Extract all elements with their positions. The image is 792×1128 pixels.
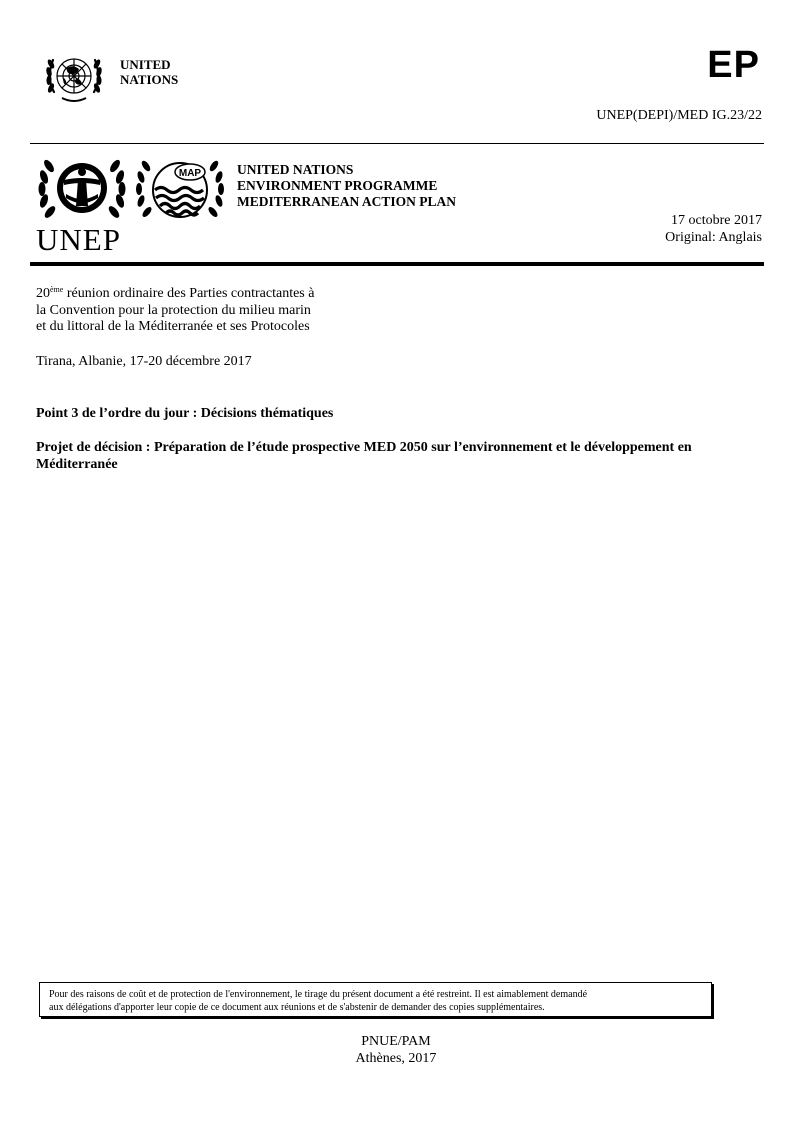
ordinal-suffix: ème	[50, 285, 64, 294]
notice-line1: Pour des raisons de coût et de protection de l'environnement, le tirage du présent document a été restreint. Il est aimablement demandé	[49, 989, 588, 1000]
unep-emblem-icon	[34, 150, 130, 230]
un-emblem-icon	[40, 48, 108, 106]
map-emblem-icon	[132, 152, 228, 230]
meeting-line2: la Convention pour la protection du milieu marin	[36, 302, 311, 318]
meeting-description	[36, 286, 314, 336]
organization-line1: UNITED NATIONS	[237, 162, 354, 177]
thick-divider	[30, 262, 764, 266]
unep-wordmark: UNEP	[36, 222, 121, 257]
un-name-line2: NATIONS	[120, 72, 179, 87]
unep-logo	[34, 150, 130, 256]
printing-notice	[39, 982, 712, 1017]
document-date: 17 octobre 2017	[671, 213, 762, 228]
series-symbol: EP	[707, 44, 760, 86]
agenda-item: Point 3 de l’ordre du jour : Décisions thématiques	[36, 406, 334, 421]
ordinal-number: 20	[36, 286, 50, 301]
organization-line3: MEDITERRANEAN ACTION PLAN	[237, 194, 457, 209]
date-block	[665, 212, 762, 246]
draft-decision-title: Projet de décision : Préparation de l’étude prospective MED 2050 sur l’environnement et le développement en Méditerranée	[36, 440, 692, 472]
notice-line2: aux délégations d'apporter leur copie de ce document aux réunions et de s'abstenir de demander des copies supplémentaires.	[49, 1002, 545, 1013]
organization-line2: ENVIRONMENT PROGRAMME	[237, 178, 438, 193]
document-symbol: UNEP(DEPI)/MED IG.23/22	[596, 108, 762, 123]
original-language: Original: Anglais	[665, 230, 762, 245]
footer-line1: PNUE/PAM	[361, 1034, 431, 1049]
footer	[0, 1033, 792, 1067]
organization-name	[237, 162, 456, 210]
map-wordmark: MAP	[178, 168, 202, 179]
meeting-line1	[36, 286, 314, 303]
meeting-venue: Tirana, Albanie, 17-20 décembre 2017	[36, 354, 252, 369]
meeting-line3: et du littoral de la Méditerranée et ses Protocoles	[36, 319, 310, 334]
un-name	[120, 57, 178, 87]
footer-line2: Athènes, 2017	[355, 1051, 437, 1066]
un-name-line1: UNITED	[120, 57, 171, 72]
header-divider	[30, 143, 764, 144]
meeting-line1-text: réunion ordinaire des Parties contractantes à	[63, 286, 315, 301]
